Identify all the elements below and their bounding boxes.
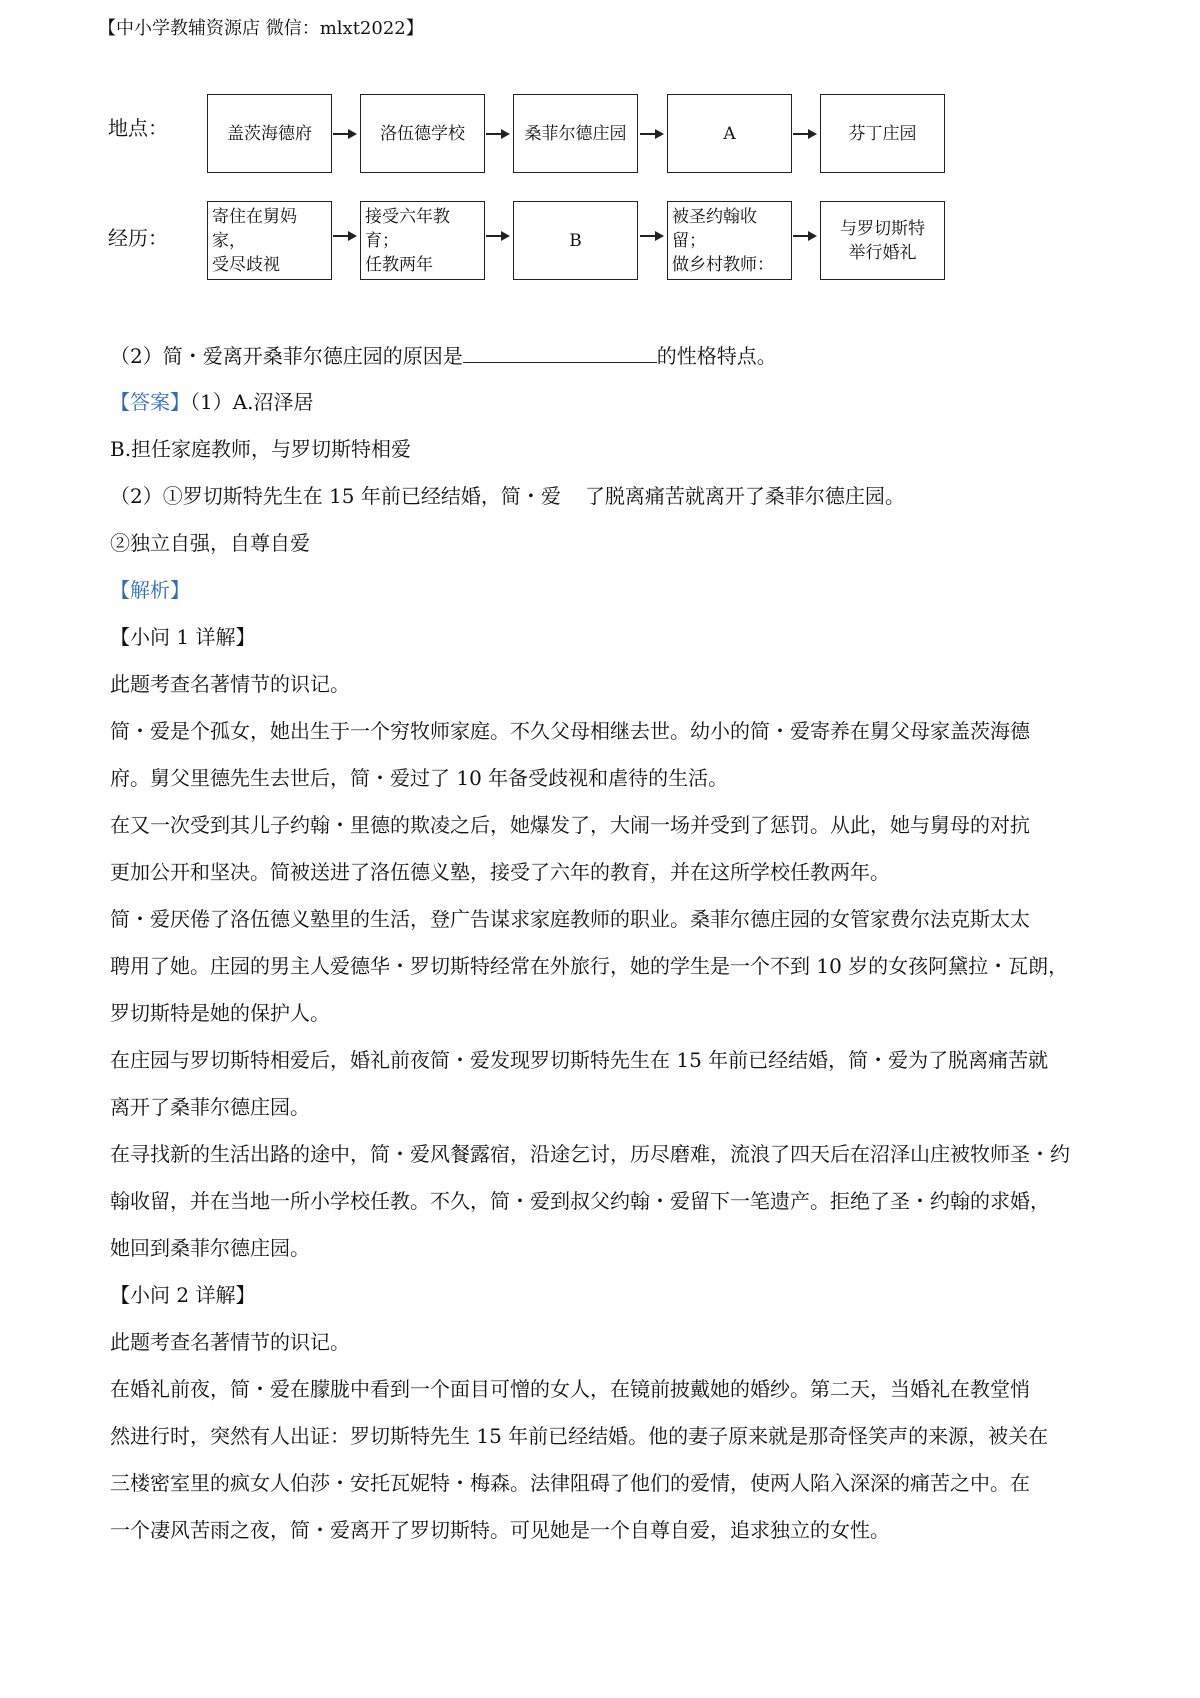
location-box-5	[820, 94, 945, 173]
analysis-line: 在寻找新的生活出路的途中，简・爱风餐露宿，沿途乞讨，历尽磨难，流浪了四天后在沼泽山庄被牧师圣・约	[110, 1142, 1070, 1166]
location-row-label: 地点：	[108, 116, 168, 140]
experience-text-1: 寄住在舅妈家， 受尽歧视	[212, 206, 297, 275]
analysis-line: 此题考查名著情节的识记。	[110, 1330, 350, 1354]
analysis-line: 翰收留，并在当地一所小学校任教。不久，简・爱到叔父约翰・爱留下一笔遗产。拒绝了圣・约翰的求婚，	[110, 1189, 1050, 1213]
analysis-line: 她回到桑菲尔德庄园。	[110, 1236, 310, 1260]
analysis-line: 此题考查名著情节的识记。	[110, 672, 350, 696]
answer-line-4: ②独立自强，自尊自爱	[110, 531, 310, 555]
analysis-line: 在又一次受到其儿子约翰・里德的欺凌之后，她爆发了，大闹一场并受到了惩罚。从此，她与舅母的对抗	[110, 813, 1030, 837]
answer-line-1	[110, 388, 1110, 416]
sub-question-1-title: 【小问 1 详解】	[110, 625, 256, 649]
location-box-4	[667, 94, 792, 173]
arrow-right-icon	[486, 231, 510, 241]
analysis-line: 离开了桑菲尔德庄园。	[110, 1095, 310, 1119]
arrow-right-icon	[793, 129, 817, 139]
experience-text-4: 被圣约翰收留； 做乡村教师：	[672, 206, 774, 275]
analysis-line: 在庄园与罗切斯特相爱后，婚礼前夜简・爱发现罗切斯特先生在 15 年前已经结婚，简・爱为了脱离痛苦就	[110, 1048, 1049, 1072]
analysis-line: 罗切斯特是她的保护人。	[110, 1001, 330, 1025]
sub-question-2-title: 【小问 2 详解】	[110, 1283, 256, 1307]
analysis-line: 聘用了她。庄园的男主人爱德华・罗切斯特经常在外旅行，她的学生是一个不到 10 岁的女孩阿黛拉・瓦朗，	[110, 954, 1069, 978]
analysis-line: 然进行时，突然有人出证：罗切斯特先生 15 年前已经结婚。他的妻子原来就是那奇怪笑声的来源，被关在	[110, 1424, 1049, 1448]
experience-text-2: 接受六年教育； 任教两年	[365, 206, 450, 275]
location-box-2	[360, 94, 485, 173]
analysis-line: 一个凄风苦雨之夜，简・爱离开了罗切斯特。可见她是一个自尊自爱，追求独立的女性。	[110, 1518, 890, 1542]
header-note: 【中小学教辅资源店 微信：mlxt2022】	[98, 18, 424, 39]
arrow-right-icon	[333, 129, 357, 139]
analysis-line: 三楼密室里的疯女人伯莎・安托瓦妮特・梅森。法律阻碍了他们的爱情，使两人陷入深深的痛苦之中。在	[110, 1471, 1030, 1495]
experience-text-5: 与罗切斯特 举行婚礼	[840, 218, 925, 263]
arrow-right-icon	[333, 231, 357, 241]
answer-line-3	[110, 482, 1110, 510]
analysis-line: 简・爱是个孤女，她出生于一个穷牧师家庭。不久父母相继去世。幼小的简・爱寄养在舅父母家盖茨海德	[110, 719, 1030, 743]
experience-box-1	[207, 201, 332, 280]
location-text-2: 洛伍德学校	[380, 123, 465, 144]
arrow-right-icon	[486, 129, 510, 139]
answer-line-3-part-b: 了脱离痛苦就离开了桑菲尔德庄园。	[584, 484, 905, 508]
experience-box-4	[667, 201, 792, 280]
location-box-3	[513, 94, 638, 173]
analysis-tag: 【解析】	[110, 578, 190, 602]
question-2	[110, 342, 1110, 370]
arrow-right-icon	[640, 231, 664, 241]
experience-row-label: 经历：	[108, 226, 168, 250]
analysis-line: 更加公开和坚决。简被送进了洛伍德义塾，接受了六年的教育，并在这所学校任教两年。	[110, 860, 890, 884]
arrow-right-icon	[640, 129, 664, 139]
location-text-1: 盖茨海德府	[227, 123, 312, 144]
location-box-1	[207, 94, 332, 173]
answer-line-1-text: （1）A.沼泽居	[190, 390, 314, 414]
answer-tag: 【答案】	[110, 390, 190, 414]
arrow-right-icon	[793, 231, 817, 241]
analysis-line: 简・爱厌倦了洛伍德义塾里的生活，登广告谋求家庭教师的职业。桑菲尔德庄园的女管家费尔法克斯太太	[110, 907, 1030, 931]
experience-box-3	[513, 201, 638, 280]
question-2-prefix: （2）简・爱离开桑菲尔德庄园的原因是	[110, 344, 463, 368]
answer-blank	[463, 342, 657, 363]
experience-box-5	[820, 201, 945, 280]
analysis-line: 府。舅父里德先生去世后，简・爱过了 10 年备受歧视和虐待的生活。	[110, 766, 729, 790]
analysis-line: 在婚礼前夜，简・爱在朦胧中看到一个面目可憎的女人，在镜前披戴她的婚纱。第二天，当婚礼在教堂悄	[110, 1377, 1030, 1401]
experience-box-2	[360, 201, 485, 280]
location-text-3: 桑菲尔德庄园	[524, 123, 627, 144]
experience-text-3: B	[569, 230, 582, 251]
question-2-suffix: 的性格特点。	[656, 344, 777, 368]
answer-line-2: B.担任家庭教师，与罗切斯特相爱	[110, 437, 412, 461]
answer-line-3-part-a: （2）①罗切斯特先生在 15 年前已经结婚，简・爱	[110, 484, 561, 508]
location-text-5: 芬丁庄园	[848, 123, 917, 144]
location-text-4: A	[723, 123, 736, 144]
